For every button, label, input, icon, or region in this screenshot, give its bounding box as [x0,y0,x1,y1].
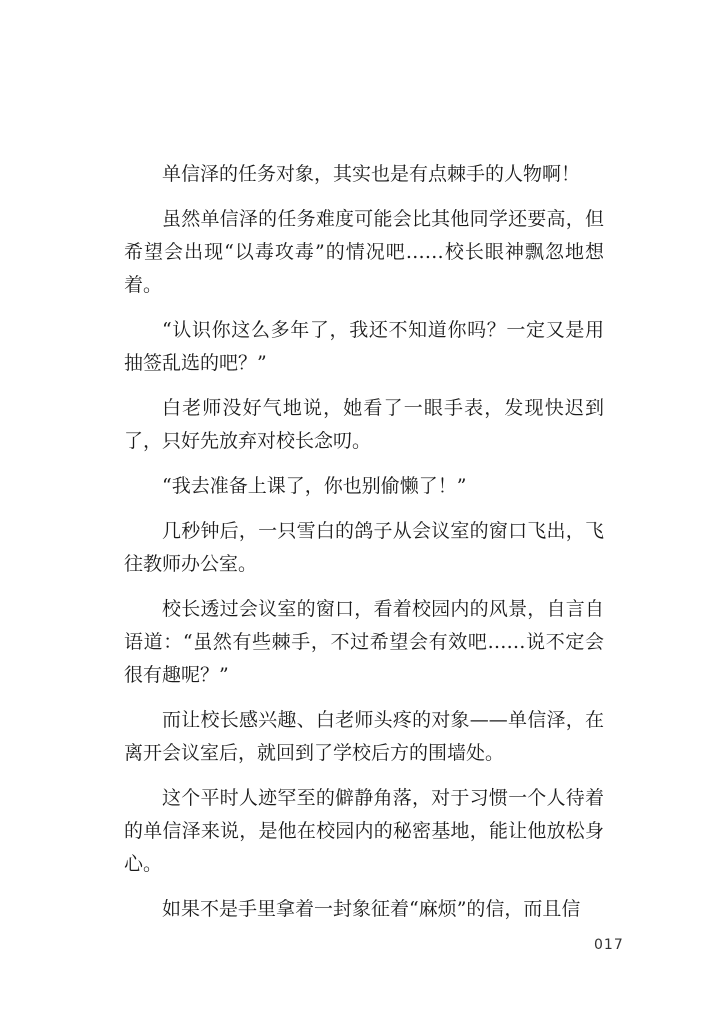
paragraph-7: 校长透过会议室的窗口，看着校园内的风景，自言自语道：“虽然有些棘手，不过希望会有效吧……说不定会很有趣呢？” [124,598,604,686]
page-number: 017 [594,937,624,953]
paragraph-10: 如果不是手里拿着一封象征着“麻烦”的信，而且信 [162,898,581,920]
paragraph-4: 白老师没好气地说，她看了一眼手表，发现快迟到了，只好先放弃对校长念叨。 [124,397,604,452]
paragraph-9: 这个平时人迹罕至的僻静角落，对于习惯一个人待着的单信泽来说，是他在校园内的秘密基地，能让他放松身心。 [124,787,604,875]
body-text [124,158,604,938]
paragraph-1: 单信泽的任务对象，其实也是有点棘手的人物啊！ [162,163,581,185]
paragraph-2: 虽然单信泽的任务难度可能会比其他同学还要高，但希望会出现“以毒攻毒”的情况吧……校长眼神飘忽地想着。 [124,208,604,296]
paragraph-5: “我去准备上课了，你也别偷懒了！” [162,475,467,497]
paragraph-6: 几秒钟后，一只雪白的鸽子从会议室的窗口飞出，飞往教师办公室。 [124,520,604,575]
paragraph-3: “认识你这么多年了，我还不知道你吗？一定又是用抽签乱选的吧？” [124,319,604,374]
paragraph-8: 而让校长感兴趣、白老师头疼的对象——单信泽，在离开会议室后，就回到了学校后方的围墙处。 [124,709,604,764]
